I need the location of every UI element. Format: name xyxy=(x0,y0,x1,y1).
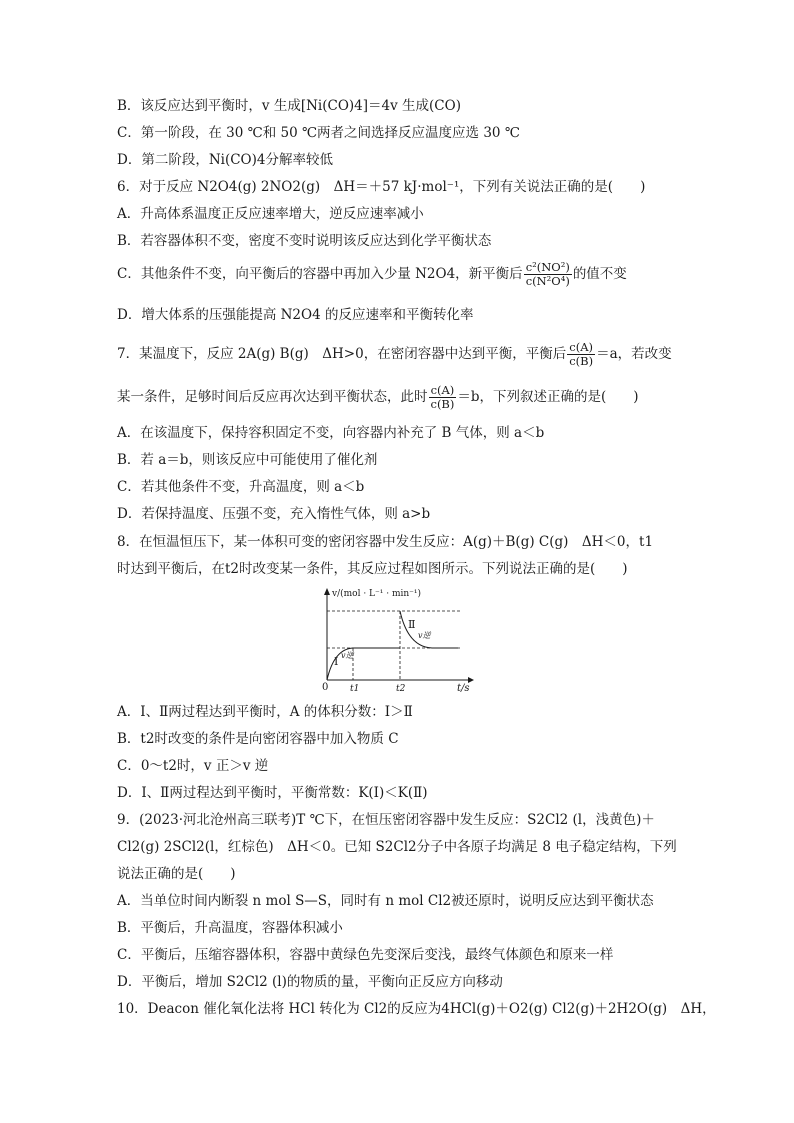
q6c-numerator: c²(NO²) xyxy=(525,260,570,274)
v-reverse-label-1: v逆 xyxy=(341,651,354,660)
origin-label: 0 xyxy=(322,682,329,693)
v-reverse-label-2: v逆 xyxy=(418,631,431,640)
q7-option-c: C．若其他条件不变，升高温度，则 a＜b xyxy=(117,479,365,495)
q6-option-b: B．若容器体积不变，密度不变时说明该反应达到化学平衡状态 xyxy=(117,233,492,249)
t1-label: t1 xyxy=(350,684,360,694)
q8-option-c: C．0～t2时，v 正＞v 逆 xyxy=(117,758,269,774)
q7a-denominator: c(B) xyxy=(569,354,594,368)
q7-option-a: A．在该温度下，保持容积固定不变，向容器内补充了 B 气体，则 a＜b xyxy=(117,425,545,441)
q6c-denominator: c(N²O⁴) xyxy=(525,274,570,288)
q6c-text-after: 的值不变 xyxy=(572,266,627,282)
q9-option-d: D．平衡后，增加 S2Cl2 (l)的物质的量，平衡向正反应方向移动 xyxy=(117,974,503,990)
q9-option-c: C．平衡后，压缩容器体积，容器中黄绿色先变深后变浅，最终气体颜色和原来一样 xyxy=(117,947,614,963)
q7b-numerator: c(A) xyxy=(429,384,457,398)
q7b-text-before: 某一条件，足够时间后反应再次达到平衡状态，此时 xyxy=(117,389,428,405)
q7a-text-after: ＝a，若改变 xyxy=(596,346,672,362)
q7a-numerator: c(A) xyxy=(567,341,595,355)
rate-time-figure xyxy=(310,585,490,695)
q8-stem-line1: 8．在恒温恒压下，某一体积可变的密闭容器中发生反应：A(g)＋B(g) C(g) ΔH＜0，t1 xyxy=(117,534,654,550)
q9-option-a: A．当单位时间内断裂 n mol S—S，同时有 n mol Cl2被还原时，说明反应达到平衡状态 xyxy=(117,893,654,909)
q6-option-c xyxy=(117,261,627,288)
q6-option-a: A．升高体系温度正反应速率增大，逆反应速率减小 xyxy=(117,206,424,222)
q9-option-b: B．平衡后，升高温度，容器体积减小 xyxy=(117,920,343,936)
q5-option-d: D．第二阶段，Ni(CO)4分解率较低 xyxy=(117,152,333,168)
q5-option-c: C．第一阶段，在 30 ℃和 50 ℃两者之间选择反应温度应选 30 ℃ xyxy=(117,125,520,141)
q7a-text-before: 7．某温度下，反应 2A(g) B(g) ΔH>0，在密闭容器中达到平衡，平衡后 xyxy=(117,346,567,362)
v-reverse-curve-stage2 xyxy=(400,611,432,648)
q7b-denominator: c(B) xyxy=(430,397,455,411)
q10-stem-line1: 10．Deacon 催化氧化法将 HCl 转化为 Cl2的反应为4HCl(g)＋O2(g) Cl2(g)＋2H2O(g) ΔH， xyxy=(117,1001,716,1017)
q7-stem-line1 xyxy=(117,341,672,368)
q8-option-d: D．Ⅰ、Ⅱ两过程达到平衡时，平衡常数：K(Ⅰ)＜K(Ⅱ) xyxy=(117,785,428,801)
q7a-fraction xyxy=(567,341,595,368)
q6c-text-before: C．其他条件不变，向平衡后的容器中再加入少量 N2O4，新平衡后 xyxy=(117,266,523,282)
q7b-fraction xyxy=(429,384,457,411)
q7-option-b: B．若 a＝b，则该反应中可能使用了催化剂 xyxy=(117,452,378,468)
x-axis-label: t/s xyxy=(457,683,470,694)
q6-option-d: D．增大体系的压强能提高 N2O4 的反应速率和平衡转化率 xyxy=(117,307,474,323)
stage-1-label: Ⅰ xyxy=(334,655,339,668)
q9-stem-line3: 说法正确的是( ) xyxy=(117,866,236,882)
q7b-text-after: ＝b，下列叙述正确的是( ) xyxy=(457,389,639,405)
stage-2-label: Ⅱ xyxy=(408,618,416,631)
y-axis-arrow xyxy=(324,588,330,595)
q6-stem: 6．对于反应 N2O4(g) 2NO2(g) ΔH＝＋57 kJ·mol⁻¹，下列有关说法正确的是( ) xyxy=(117,179,646,195)
q6c-fraction xyxy=(524,261,572,288)
t2-label: t2 xyxy=(396,684,406,694)
rate-time-graph xyxy=(310,585,490,695)
q8-option-b: B．t2时改变的条件是向密闭容器中加入物质 C xyxy=(117,731,399,747)
q5-option-b: B．该反应达到平衡时，v 生成[Ni(CO)4]＝4v 生成(CO) xyxy=(117,98,461,114)
q9-stem-line2: Cl2(g) 2SCl2(l，红棕色) ΔH＜0。已知 S2Cl2分子中各原子均满足 8 电子稳定结构，下列 xyxy=(117,839,677,855)
q7-option-d: D．若保持温度、压强不变，充入惰性气体，则 a>b xyxy=(117,506,431,522)
q7-stem-line2 xyxy=(117,384,639,411)
y-axis-label: v/(mol · L⁻¹ · min⁻¹) xyxy=(332,589,422,599)
q8-stem-line2: 时达到平衡后，在t2时改变某一条件，其反应过程如图所示。下列说法正确的是( ) xyxy=(117,561,628,577)
q8-option-a: A．Ⅰ、Ⅱ两过程达到平衡时，A 的体积分数：Ⅰ＞Ⅱ xyxy=(117,704,413,720)
q9-stem-line1: 9．(2023·河北沧州高三联考)T ℃下，在恒压密闭容器中发生反应：S2Cl2 (l，浅黄色)＋ xyxy=(117,812,655,828)
